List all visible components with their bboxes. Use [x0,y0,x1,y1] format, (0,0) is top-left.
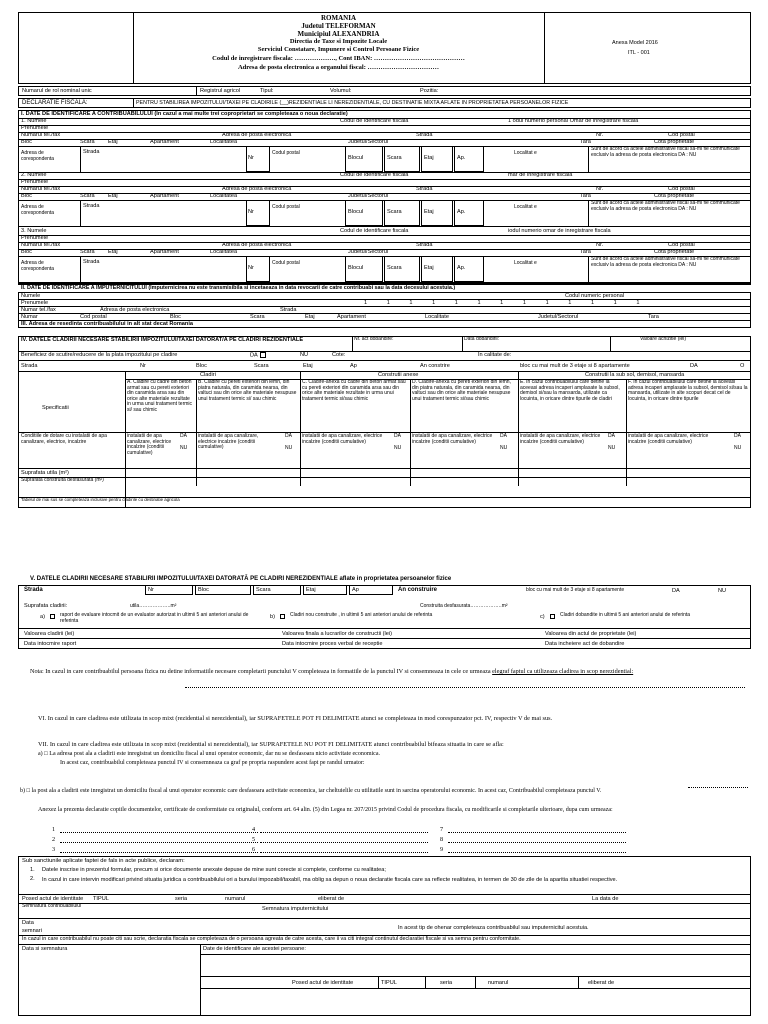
person-3-share-label: Cota proprietate [654,249,695,255]
v-bloc-label: Bloc [198,587,209,593]
annex-item-num: 1 [52,826,56,833]
util-f: instalatii de apa canalizare, electrice incalzire (conditii cumulative) [628,433,709,445]
v-b-letter: b) [270,614,275,620]
annex-item-num: 3 [52,846,56,853]
person-3-country-label: Tara [580,249,591,255]
case-text: In cazul in care contribuabilul nu poate citi sau scrie, declaratia fiscala se completeaza de o persoana agreata de catre acesta, care ii va citi integral continutul declaratiei fiscale si va semna pentru conformitate. [22,936,521,942]
divider [18,125,751,126]
v-nr-label: Nr [148,587,154,593]
vii-a2: In acest caz, contribuabilul completeaza punctul IV si consemneaza ca graf pe propria raspundere acest fapt pe randul urmator: [60,760,365,766]
person-3-corr-label: Adresa de corespondenta [21,260,55,272]
divider [80,146,81,172]
iv-ap-label: Ap [350,363,357,369]
v-year-label: An construire [398,587,438,593]
annex-item-num: 5 [252,836,256,843]
divider [18,226,751,227]
divider [18,628,751,629]
person-2-nr-label: Nr. [596,186,604,192]
person-3-corr-loc: Localitat e [514,260,537,266]
divider [18,132,751,133]
util-b-da: DA [285,433,292,439]
divider [462,336,463,351]
cota-label: Cote: [332,352,346,358]
divider [18,918,751,919]
person-3-scara-label: Scara [80,249,95,255]
person-1-corr-etaj: Etaj [424,155,434,161]
vi-text: VI. In cazul in care cladirea este utilizata in scop mixt (rezidential si nerezidential), iar SUPRAFETELE POT FI DELIMITATE atunci se completeaza in mod corespunzator pct. IV, respectiv V de mai sus. [38,715,553,722]
divider [588,146,589,172]
divider [18,360,751,361]
cladiri-label: Cladiri [200,372,216,378]
person-3-phone-label: Numarul tel./fax [21,242,61,248]
person-3-corr-postal: Codul postal [272,260,300,266]
person-1-corr-ap: Ap. [457,155,466,161]
util-b-nu: NU [285,445,293,451]
divider [80,200,81,226]
v-b-checkbox[interactable] [280,614,285,619]
person-2-locality-label: Localitatea [210,193,238,199]
v-d1: Data intocmire raport [24,641,77,647]
iv-note: Tabelul de mai sus se completeaza inclusive pentru cladirile cu destinatie agricola [21,497,180,502]
v-street-label: Strada [24,587,43,593]
v-c-checkbox[interactable] [550,614,555,619]
oath-1-num: 1. [30,867,35,873]
section-ii-title: II. DATE DE IDENTIFICARE A IMPUTERNICITULUI (Imputernicirea nu este transmisibila si incetaeaza in data revocarii de catre contribuabi sau la data decesului acestuia.) [21,285,456,291]
anexe-label: Construtii anexe [378,372,419,378]
person-1-bloc-label: Bloc [21,139,32,145]
divider [18,903,751,904]
person-2-share-label: Cota proprietate [654,193,695,199]
v-utila: utila……………….m² [130,603,177,609]
person-1-corr-label: Adresa de corespondenta [21,150,55,162]
rep-loc-label: Localitate [425,314,449,320]
rep-street-label: Strada [280,307,297,313]
util-b: instalatii de apa canalizare, electrice incalzire (conditii cumulative) [198,433,259,450]
person-1-owner-label: 1 odul numerio personal Omar de inregistrare fiscala [508,118,639,124]
numarul-label: numarul [225,896,246,902]
oath-2: In cazul in care intervin modificari privind situatia juridica a contribuabilului ori a bunului impozabil/taxabil, ma oblig sa depun o noua declaratie fiscala care sa reflecte realitatea, in termen de 30 de zile de la aparitia situatiei respective. [42,877,618,883]
declaration-text: PENTRU STABILIREA IMPOZITULUI/TAXEI PE CLADIRILE (__)REZIDENTIALE LI NEREZIDENTIALE, CU DESTINATIE MIXTA AFLATE IN PROPRIETATEA PERSOANELOR FIZICE [136,100,569,106]
person-1-county-label: Judetul/Sectorul [348,139,389,145]
util-e-da: DA [608,433,615,439]
person-3-agree: Sunt de acord ca actele administrative fiscal sa-mi fie communicate exclusiv la adresa de posta electronica DA : NU [591,256,740,268]
rep-etaj-label: Etaj [305,314,315,320]
divider [588,256,589,282]
divider [425,976,426,988]
divider [18,282,751,283]
header-email: Adresa de posta electronica a organului fiscal: …………………………… [237,64,440,71]
v-da-label: DA [672,588,680,594]
divider [610,336,611,351]
person-2-corr-street: Strada [83,203,100,209]
v-over3-label: bloc cu mai mult de 3 etaje si 8 apartamente [526,587,625,593]
divider [18,179,751,180]
annex-model: Anexa Model 2016 [612,40,658,46]
col-e: E. In cazul contribuabilului care detine la aceeasi adresa incaperi amplasate la subsol, demisol si/sau la mansarda, utilizate ca locuinta, in oricare dintre tipurile de cladiri [520,379,620,402]
posed-label: Posed actul de identitate [22,896,84,902]
person-2-idcode-label: Codul de identificare fiscala [340,172,409,178]
vii-a: a) □ La adresa post ala a cladirii este inregistrat un domiciliu fiscal al unui operator economic, dar nu se desfasoara nicio activitate economica. [38,751,380,757]
person-2-first-label: Prenumele [21,179,49,185]
person-3-corr-bloc: Blocul [348,265,364,271]
person-1-etaj-label: Etaj [108,139,118,145]
act-nr-label: Nr. act dobandire: [354,336,394,342]
person-1-corr-loc: Localitat e [514,150,537,156]
person-3-corr-nr: Nr [248,265,254,271]
person-3-street-label: Strada [416,242,433,248]
person-1-corr-nr: Nr [248,155,254,161]
rep-cnp-digits: 1111111111111 [364,300,660,306]
divider [80,256,81,282]
divider [18,242,751,243]
person-1-idcode-label: Codul de identificare fiscala [340,118,409,124]
person-3-nr-label: Nr. [596,242,604,248]
person-3-email-label: Adresa de posta electronica [222,242,292,248]
divider [125,371,126,508]
person-2-corr-bloc: Blocul [348,209,364,215]
divider [18,638,751,639]
v-val2: Valoarea finala a lucrarilor de constructii (lei) [282,631,392,637]
v-c-letter: c) [540,614,545,620]
nominal-role-label: Numarul de rol nominal unic [22,88,92,94]
divider [578,976,579,988]
rep-email-label: Adresa de posta electronica [100,307,170,313]
registration-row [18,86,751,96]
numarul2-label: numarul [488,980,509,986]
annex-item-num: 4 [252,826,256,833]
v-desfas: Construita desfasurata……………….m² [420,603,508,609]
annex-item-num: 7 [440,826,444,833]
header-country: ROMANIA [321,14,356,22]
person-2-corr-loc: Localitat e [514,204,537,210]
person-2-corr-ap: Ap. [457,209,466,215]
rep-bloc-label: Bloc [170,314,181,320]
iv-da-label: DA [690,363,698,369]
person-3-name-label: 3. Numele [21,228,47,234]
person-2-country-label: Tara [580,193,591,199]
person-1-locality-label: Localitatea [210,139,238,145]
v-nu-label: NU [718,588,727,594]
v-val3: Valoarea din actul de proprietate (lei) [545,631,637,637]
annex-item-line[interactable] [60,842,258,843]
spec-label: Specificatii [42,405,69,411]
section-iv-title: IV. DATELE CLADIRII NECESARE STABILIRII IMPOZITULUI/TAXEI DATORAT/A PE CLADIRI REZIDENTIALE [21,337,304,343]
person-2-postal-label: Cod postal [668,186,695,192]
header-directorate: Directia de Taxe si Impozite Locale [289,38,388,45]
util-c: instalatii de apa canalizare, electrice incalzire (conditii cumulative) [302,433,383,445]
person-1-email-label: Adresa de posta electronica [222,132,292,138]
person-2-bloc-label: Bloc [21,193,32,199]
person-3-postal-label: Cod postal [668,242,695,248]
person-2-email-label: Adresa de posta electronica [222,186,292,192]
annex-item-line[interactable] [60,832,258,833]
rep-nr-label: Numar [21,314,38,320]
col-d: D. Cladire-anexa cu pereti exteriori din lemn, din piatra naturala, din caramida nearsa, din valtuci sau din orice alte materiale nesupuse unui tratament termic si/sau chimic [412,379,511,402]
annex-item-line[interactable] [260,842,428,843]
iv-year-label: An constrire [420,363,450,369]
annex-item-line[interactable] [260,832,428,833]
person-2-name-label: 2. Numele [21,172,47,178]
person-3-county-label: Judetul/Sectorul [348,249,389,255]
acq-value-label: Valoare achizitie (lei) [640,336,687,342]
rep-county-label: Judetul/Sectorul [538,314,579,320]
annex-code: ITL - 001 [628,50,650,56]
v-etaj-label: Etaj [306,587,316,593]
person-2-corr-nr: Nr [248,209,254,215]
accept-text: In acest tip de ohenar completeaza contribuabilul sau imputernicitul acestuia. [398,925,589,931]
oath-2-num: 2. [30,876,35,882]
person-2-phone-label: Numarul tel./fax [21,186,61,192]
annex-item-num: 2 [52,836,56,843]
checkbox[interactable] [260,352,266,358]
util-f-nu: NU [734,445,742,451]
reduction-nu-label: NU [300,352,309,358]
util-f-da: DA [734,433,741,439]
util-a-da: DA [180,433,187,439]
volume-label: Volumul: [330,88,352,94]
position-label: Pozitia: [420,88,439,94]
person-1-agree: Sunt de acord ca actele administrative fiscal sa-mi fie communicate exclusiv la adresa de posta electronica DA : NU [591,146,740,158]
rep-apart-label: Apartament [337,314,366,320]
annex-item-num: 6 [252,846,256,853]
header-fiscal-code: Codul de inregistrare fiscala: ………………., Cont IBAN: …………………………………… [212,55,465,62]
eliberat2-label: eliberat de [588,980,615,986]
quality-label: In calitate de: [478,352,512,358]
v-d2: Data intocmire proces verbal de receptie [282,641,383,647]
annex-item-line[interactable] [60,852,258,853]
v-a-checkbox[interactable] [50,614,55,619]
person-1-phone-label: Numarul tel./fax [21,132,61,138]
person-2-corr-postal: Codul postal [272,204,300,210]
v-note-text: Nota: In cazul in care contribuabilul persoana fizica nu detine informatiile necesare completarii punctului V completeaza in formatiile de la punctul IV si consemneaza in cele ce urmeaza [30,668,493,675]
rep-first-label: Prenumele [21,300,49,306]
util-c-nu: NU [394,445,402,451]
v-scara-label: Scara [256,587,271,593]
person-2-scara-label: Scara [80,193,95,199]
section-iv-box [18,336,751,508]
divider [378,976,379,988]
annex-item-line[interactable] [448,832,626,833]
tip-label: TIPUL [93,896,109,902]
person-3-owner-label: iodul numerio omar de inregistrare fiscala [508,228,611,234]
subsol-label: Construtii la sub sol, demisol, mansarda [585,372,685,378]
iv-o-label: O [740,363,745,369]
v-a-text: raport de evaluare intocmit de un evaluator autorizat in ultimii 5 ani anteriori anului de referinta [60,612,249,624]
person-3-idcode-label: Codul de identificare fiscala [340,228,409,234]
v-d3: Data incheiere act de dobandire [545,641,625,647]
util-c-da: DA [394,433,401,439]
annex-item-line[interactable] [448,842,626,843]
iv-street-label: Strada [21,363,38,369]
sig-imput: Semnatura imputernicitului [262,906,329,912]
divider [18,468,751,469]
person-1-first-label: Prenumele [21,125,49,131]
person-label: Date de identificare ale acestei persoane: [203,946,306,952]
annex-item-num: 9 [440,846,444,853]
v-ap-label: Ap [352,587,359,593]
person-3-bloc-label: Bloc [21,249,32,255]
semnari-label: semnari [22,928,42,934]
person-1-corr-street: Strada [83,149,100,155]
surface-util-label: Suprafata utila (m²) [21,470,69,476]
ladata-label: La data de [592,896,619,902]
posed2-label: Posed actul de identitate [292,980,354,986]
person-1-corr-scara: Scara [387,155,402,161]
util-a-nu: NU [180,445,188,451]
person-3-corr-scara: Scara [387,265,402,271]
util-e-nu: NU [608,445,616,451]
person-1-name-label: 1. Numele [21,118,47,124]
person-1-corr-postal: Codul postal [272,150,300,156]
header-service: Serviciul Constatare, Impunere si Control Persoane Fizice [257,46,420,53]
data-label: Data [22,920,34,926]
col-c: C. Cladire-anexa cu cadre din beton armat sau cu pereti exteriori din caramida arsa sau din orice alte materiale rezultate in urma unui tratament termic si/sau chimic [302,379,406,402]
utilities-row-label: Conditiile de dotare cu instalatii de apa canalizare, electrice, incalzire [21,433,107,445]
seria2-label: seria [440,980,453,986]
person-2-corr-etaj: Etaj [424,209,434,215]
oath-1: Datele inscrise in prezentul formular, precum si orice documente anexate depuse de mine sunt corecte si complete, conforme cu realitatea; [42,867,386,873]
person-3-corr-ap: Ap. [457,265,466,271]
sig-contrib: Semnatura contribuabilului [22,903,82,909]
person-1-corr-bloc: Blocul [348,155,364,161]
col-f: F. In cazul contribuabilului care detine la aceeasi adresa incaperi amplasate la subsol, demisol si/sau la mansarda, utilizate in alte scopuri decat cel de locuinta, in oricare dintre tipurile [628,379,748,402]
divider [475,976,476,988]
divider [18,944,751,945]
person-2-owner-label: mar de inregistrare fiscala [508,172,573,178]
tipul2-label: TIPUL [381,980,397,986]
person-1-share-label: Cota proprietate [654,139,695,145]
v-surface-label: Suprafata cladirii: [24,603,68,609]
iv-nr-label: Nr [140,363,146,369]
person-3-locality-label: Localitatea [210,249,238,255]
rep-postal-label: Cod postal [80,314,107,320]
person-1-scara-label: Scara [80,139,95,145]
fill-line [185,687,745,688]
acq-date-label: Data dobandirii: [464,336,500,342]
residence-label: III. Adresa de resedinta contribuabilului in alt stat decat Romania [21,321,193,327]
util-a: instalatii de apa canalizare, electrice incalzire (conditii cumulative) [127,433,172,456]
util-d: instalatii de apa canalizare, electrice incalzire (conditii cumulative) [412,433,493,445]
divider [18,477,751,478]
v-b-text: Cladiri nou construite , in ultimii 5 ani anteriori anului de referinta [290,612,433,618]
person-1-nr-label: Nr. [596,132,604,138]
divider [352,336,353,351]
person-2-agree: Sunt de acord ca actele administrative fiscal sa-mi fie communicate exclusiv la adresa de posta electronica DA : NU [591,200,740,212]
iv-bloc-label: Bloc [196,363,207,369]
oath-title: Sub sanctiunile aplicate faptei de fals in acte publice, declaram: [22,858,185,864]
col-a: A. Cladire cu cadre din beton armat sau cu pereti exteriori din caramida arsa sau din orice alte materiale rezultate in urma unui tratament termic si/ sau chimic [127,379,193,413]
type-label: Tipul: [260,88,274,94]
rep-cnp-label: Codul numeric personal [565,293,625,299]
v-note [30,667,750,676]
annex-item-line[interactable] [260,852,428,853]
vii-b: b) □ la post ala a cladirii este inregistrat un domiciliu fiscal al unui operator economic care desfasoara activitate economica, iar cheltuielile cu utilitatile sunt in sarcina operatorului economic. In acest caz, Contribuabilul completeaza punctul V. [20,788,602,794]
rep-country-label: Tara [648,314,659,320]
divider [18,186,751,187]
annex-text: Anexez la prezenta declaratie copiile documentelor, certificate de conformitate cu originalul, conform art. 64 alin. (5) din Legea nr. 207/2015 privind Codul de procedura fiscala, cu modificarile si completarile ulterioare, dupa cum urmeaza: [38,807,613,813]
person-3-first-label: Prenumele [21,235,49,241]
reduction-da[interactable] [250,352,266,359]
divider [544,12,545,84]
header-county: Judetul TELEFORMAN [301,22,376,30]
section-i-title: I. DATE DE IDENTIFICARE A CONTRIBUABILULUI (In cazul a mai multe trei coproprietari se completeaza o noua declaratie) [21,111,348,117]
person-1-street-label: Strada [416,132,433,138]
divider [588,200,589,226]
util-d-da: DA [500,433,507,439]
header-municipality: Municipiul ALEXANDRIA [297,30,380,38]
seria-label: seria [175,896,188,902]
v-c-text: Cladiri dobandite in ultimii 5 ani anteriori anului de referinta [560,612,691,618]
reduction-da-label: DA [250,352,258,359]
v-a-letter: a) [40,614,45,620]
annex-item-num: 8 [440,836,444,843]
person-2-apart-label: Apartament [150,193,179,199]
person-2-street-label: Strada [416,186,433,192]
rep-phone-label: Numar tel./fax [21,307,56,313]
person-1-country-label: Tara [580,139,591,145]
divider [200,988,751,989]
divider [200,954,751,955]
divider [18,235,751,236]
util-e: instalatii de apa canalizare, electrice incalzire (conditii cumulative) [520,433,601,445]
datesig-label: Data si semnatura [22,946,68,952]
iv-over3-label: bloc cu mai mult de 3 etaje si 8 apartamente [520,363,630,369]
person-3-apart-label: Apartament [150,249,179,255]
person-2-county-label: Judetul/Sectorul [348,193,389,199]
person-2-corr-label: Adresa de corespondenta [21,204,55,216]
reduction-label: Beneficiez de scutire/reducere de la plata impozitului pe cladire [21,352,178,358]
divider [18,894,751,895]
col-b: B. Cladire cu pereti exteriori din lemn, din piatra naturala, din caramida nearsa, din valtuci sau din orice alte materiale nesupuse unui tratament termic si/ sau chimic [198,379,297,402]
declaration-label: DECLARATIE FISCALA: [22,100,88,106]
v-val1: Valoarea cladirii (lei) [24,631,75,637]
divider [133,98,134,108]
iv-etaj-label: Etaj [303,363,313,369]
person-1-apart-label: Apartament [150,139,179,145]
agri-register-label: Registrul agricol [200,88,241,94]
reduction-nu[interactable] [300,352,308,358]
util-d-nu: NU [500,445,508,451]
rep-name-label: Numele [21,293,41,299]
v-note-underlined: elegraf faptul ca utilizeaza cladirea in scop nerezidential: [492,668,634,675]
annex-item-line[interactable] [448,852,626,853]
person-3-corr-etaj: Etaj [424,265,434,271]
person-3-etaj-label: Etaj [108,249,118,255]
vii-text: VII. In cazul in care cladirea este utilizata in scop mixt (rezidential si nerezidential), iar SUPRAFETELE NU POT FI DELIMITATE atunci contribuabilul bifeaza situatia in care se afla: [38,741,504,748]
iv-scara-label: Scara [254,363,269,369]
person-3-corr-street: Strada [83,259,100,265]
section-v-title: V. DATELE CLADIRII NECESARE STABILIRII IMPOZITULUI/TAXEI DATORATĂ PE CLADIRI NEREZIDENTIALE aflate in proprietatea persoanelor fizice [30,576,452,582]
divider [196,86,197,96]
surface-built-label: Suprafata construita desfasurata (m²) [21,477,104,483]
rep-scara-label: Scara [250,314,265,320]
eliberat-label: eliberat de [318,896,345,902]
person-2-corr-scara: Scara [387,209,402,215]
person-1-postal-label: Cod postal [668,132,695,138]
person-2-etaj-label: Etaj [108,193,118,199]
